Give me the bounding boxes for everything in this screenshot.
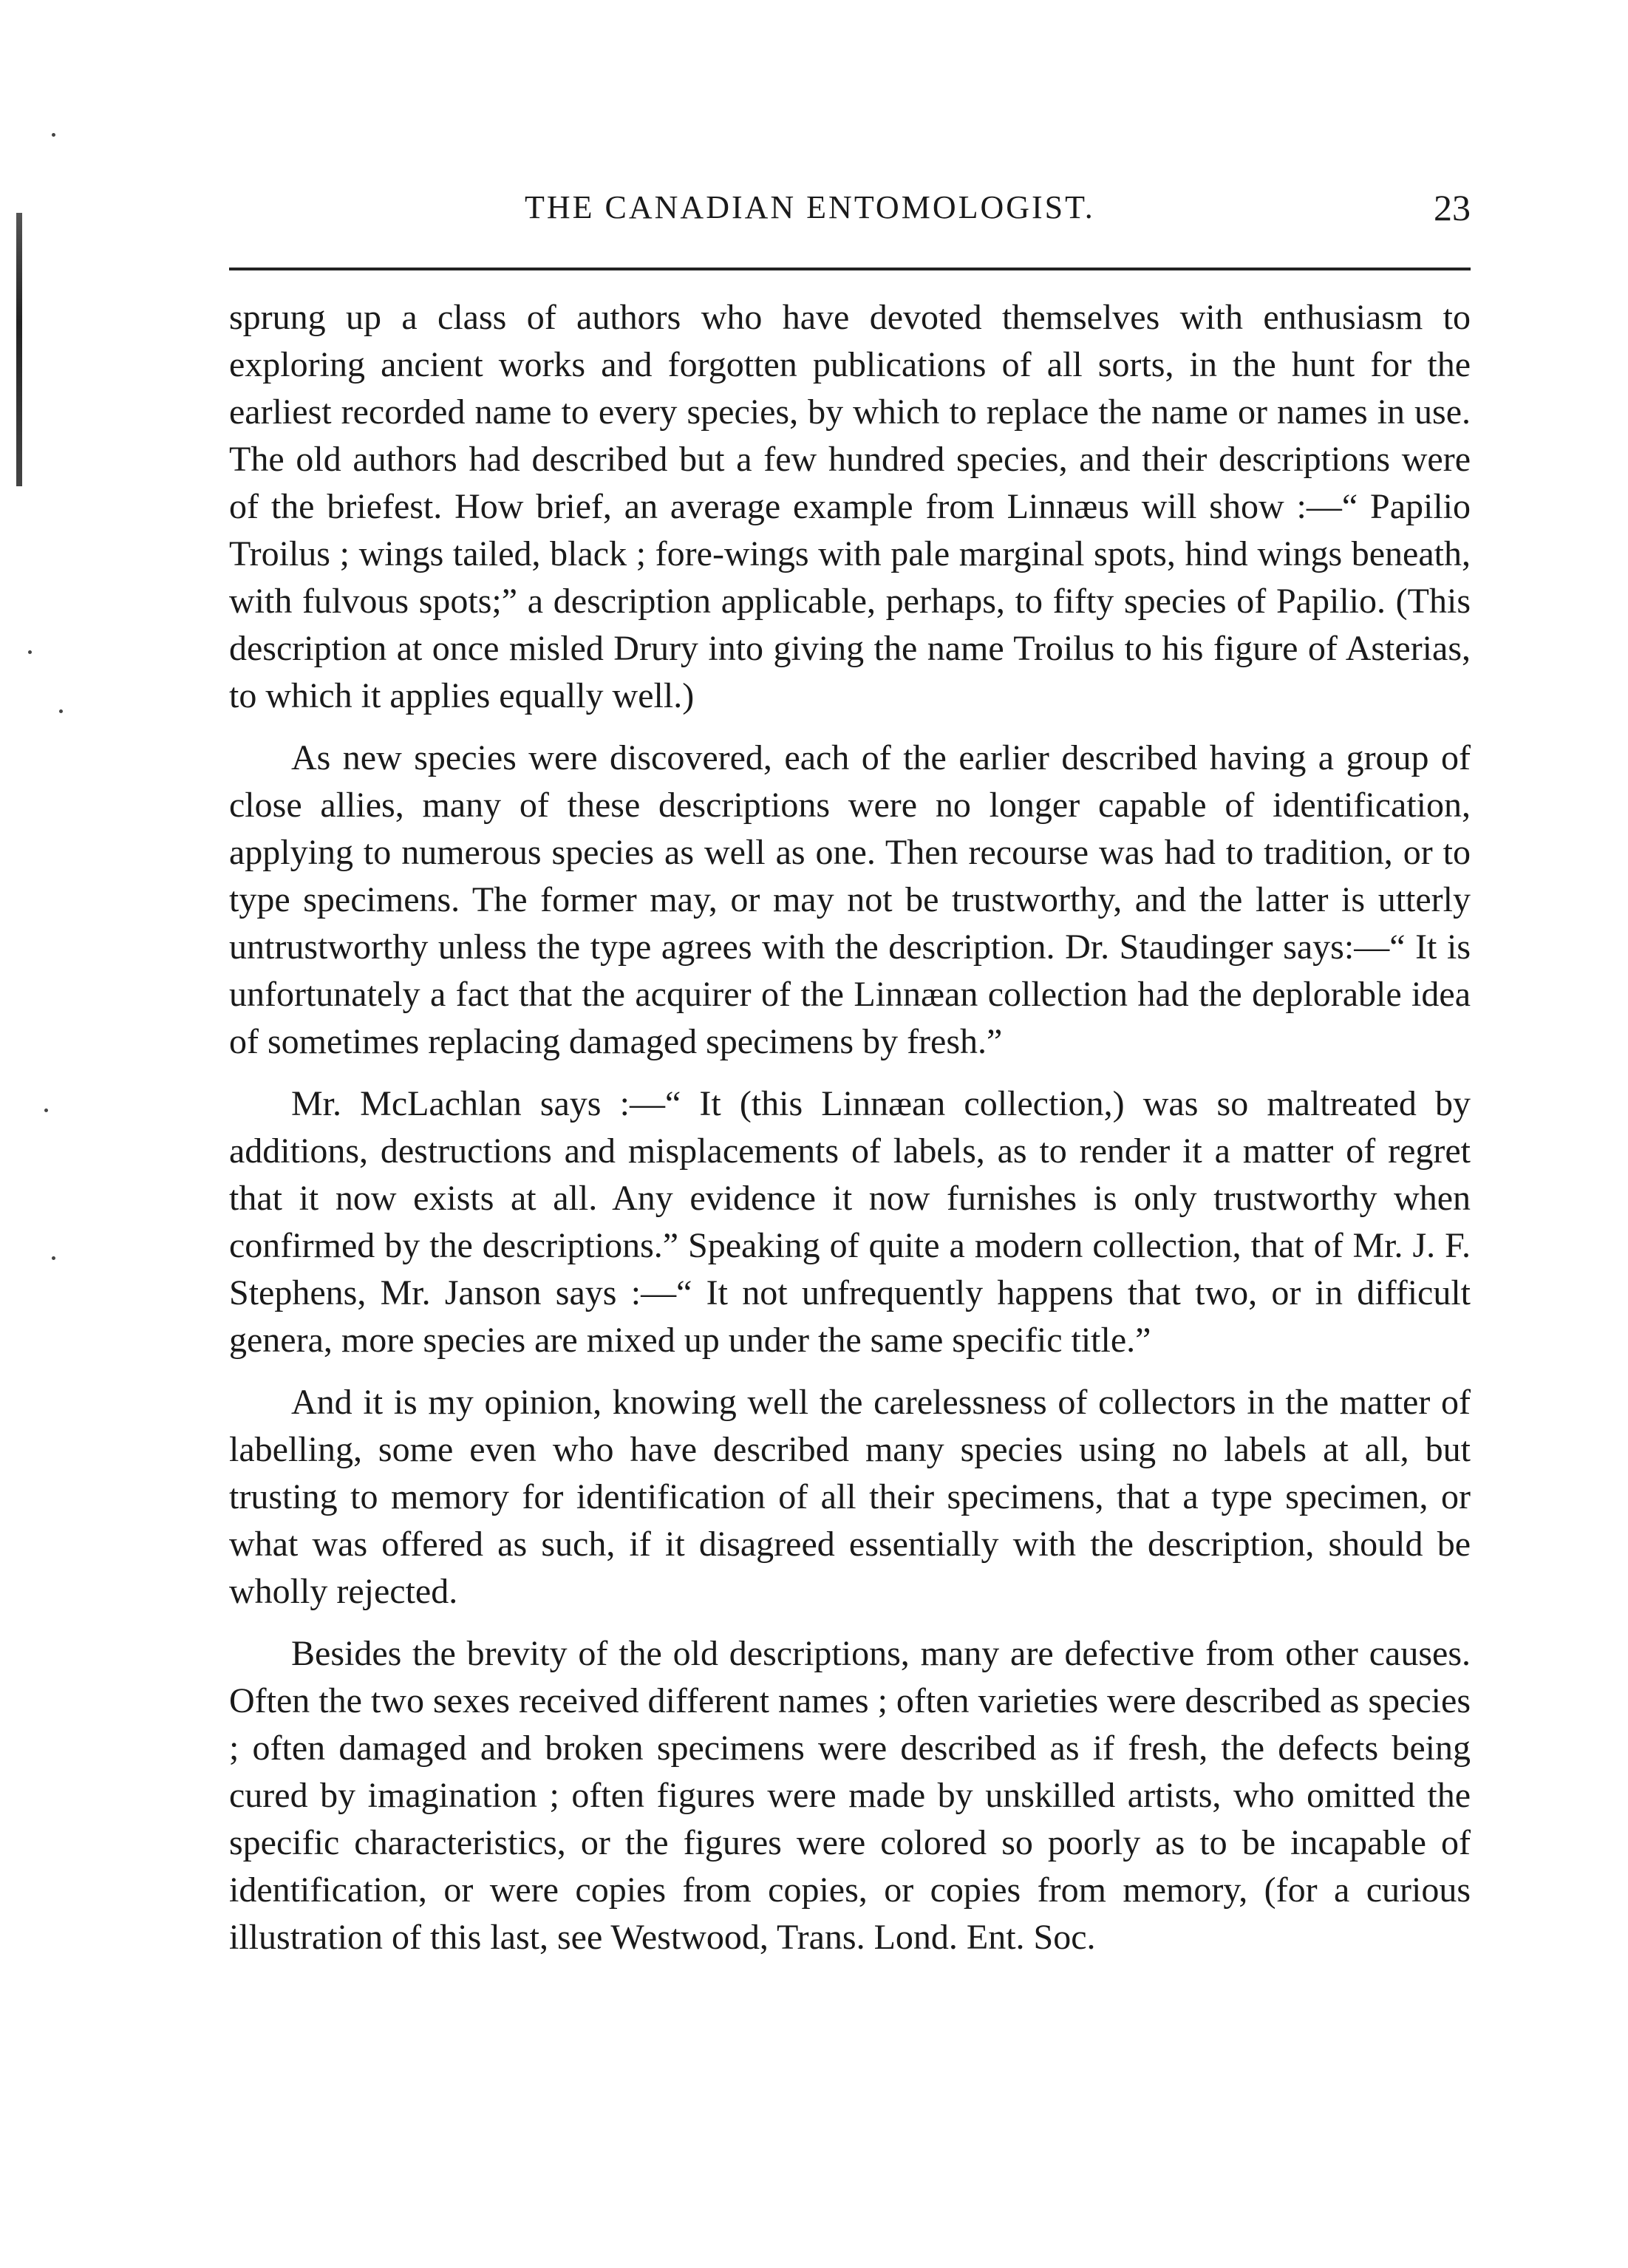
paragraph: sprung up a class of authors who have devoted themselves with enthusiasm to exploring ancient works and forgotten publications of all sorts, in the hunt for the earliest recorded name to every species, by which to replace the name or names in use. The old authors had described but a few hundred species, and their descriptions were of the briefest. How brief, an average example from Linnæus will show :—“ Papilio Troilus ; wings tailed, black ; fore-wings with pale marginal spots, hind wings beneath, with fulvous spots;” a description applicable, perhaps, to fifty species of Papilio. (This description at once misled Drury into giving the name Troilus to his figure of Asterias, to which it applies equally well.)	[229, 298, 1471, 715]
page-number: 23	[1434, 187, 1471, 228]
header-rule	[229, 268, 1471, 270]
running-head	[229, 182, 1471, 234]
scan-speck	[59, 709, 63, 713]
journal-title: THE CANADIAN ENTOMOLOGIST.	[525, 189, 1095, 225]
scan-speck	[52, 1256, 55, 1260]
paragraph: Mr. McLachlan says :—“ It (this Linnæan collection,) was so maltreated by additions, destructions and misplacements of labels, as to render it a matter of regret that it now exists at all. Any evidence it now furnishes is only trustworthy when confirmed by the descriptions.” Speaking of quite a modern collection, that of Mr. J. F. Stephens, Mr. Janson says :—“ It not unfrequently happens that two, or in difficult genera, more species are mixed up under the same specific title.”	[229, 1084, 1471, 1360]
scan-speck	[44, 1109, 48, 1112]
scan-speck	[52, 133, 55, 137]
paragraph: And it is my opinion, knowing well the carelessness of collectors in the matter of labelling, some even who have described many species using no labels at all, but trusting to memory for identification of all their specimens, that a type specimen, or what was offered as such, if it disagreed essentially with the description, should be wholly rejected.	[229, 1383, 1471, 1611]
body-text	[229, 294, 1471, 1976]
scan-speck	[28, 650, 32, 654]
paragraph: Besides the brevity of the old descriptions, many are defective from other causes. Often the two sexes received different names ; often varieties were described as species ; often damaged and broken specimens were described as if fresh, the defects being cured by imagination ; often figures were made by unskilled artists, who omitted the specific characteristics, or the figures were colored so poorly as to be incapable of identification, or were copies from copies, or copies from memory, (for a curious illustration of this last, see Westwood, Trans. Lond. Ent. Soc.	[229, 1634, 1471, 1957]
paragraph: As new species were discovered, each of the earlier described having a group of close allies, many of these descriptions were no longer capable of identification, applying to numerous species as well as one. Then recourse was had to tradition, or to type specimens. The former may, or may not be trustworthy, and the latter is utterly untrustworthy unless the type agrees with the description. Dr. Staudinger says:—“ It is unfortunately a fact that the acquirer of the Linnæan collection had the deplorable idea of sometimes replacing damaged specimens by fresh.”	[229, 738, 1471, 1061]
binding-shadow	[16, 213, 22, 486]
